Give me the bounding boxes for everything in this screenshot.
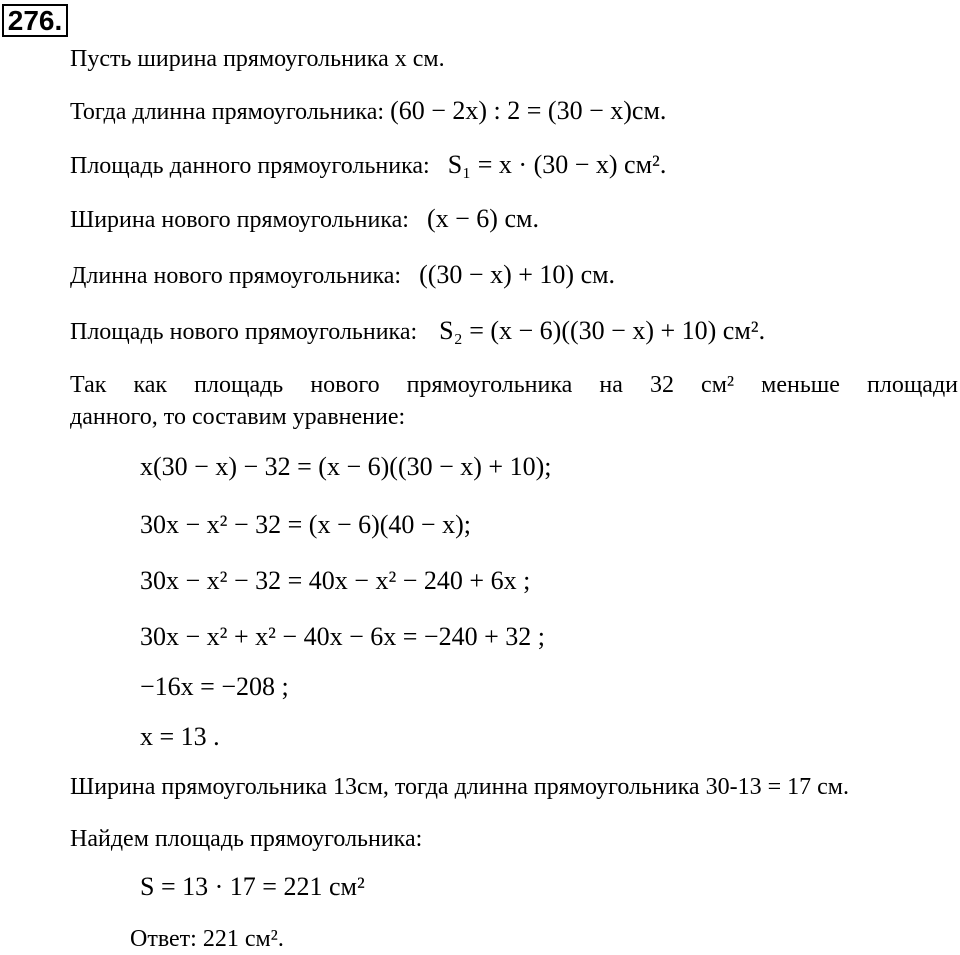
line-length-text: Тогда длинна прямоугольника: [70,99,385,125]
line-new-area-text: Площадь нового прямоугольника: [70,319,418,345]
line-new-length [70,260,615,291]
line-area-original [70,150,666,181]
equation-4: 30x − x² + x² − 40x − 6x = −240 + 32 ; [140,622,545,651]
equation-2: 30x − x² − 32 = (x − 6)(40 − x); [140,510,471,539]
line-new-width [70,204,539,235]
line-new-width-math: (x − 6) см. [426,204,539,233]
answer-line: Ответ: 221 см². [130,926,284,952]
equation-3: 30x − x² − 32 = 40x − x² − 240 + 6x ; [140,566,531,595]
line-area-original-text: Площадь данного прямоугольника: [70,153,430,179]
line-new-length-math: ((30 − x) + 10) см. [419,260,616,289]
line-area-original-math: S₁ = x · (30 − x) см². [447,150,667,179]
equation-5: −16x = −208 ; [140,672,289,701]
line-conclusion-dimensions: Ширина прямоугольника 13см, тогда длинна прямоугольника 30-13 = 17 см. [70,774,849,800]
line-new-width-text: Ширина нового прямоугольника: [70,207,409,233]
line-length-math: (60 − 2x) : 2 = (30 − x)см. [390,96,667,125]
line-new-area [70,316,765,347]
line-width-assumption: Пусть ширина прямоугольника x см. [70,46,445,72]
line-condition-1: Так как площадь нового прямоугольника на 32 см² меньше площади [70,372,958,398]
problem-number: 276. [2,4,68,37]
line-find-area: Найдем площадь прямоугольника: [70,826,423,852]
line-new-length-text: Длинна нового прямоугольника: [70,263,402,289]
line-length [70,96,666,127]
line-condition-2: данного, то составим уравнение: [70,404,406,430]
equation-1: x(30 − x) − 32 = (x − 6)((30 − x) + 10); [140,452,552,481]
line-new-area-math: S₂ = (x − 6)((30 − x) + 10) см². [439,316,766,345]
equation-6: x = 13 . [140,722,220,751]
area-calculation: S = 13 · 17 = 221 см² [140,872,365,901]
